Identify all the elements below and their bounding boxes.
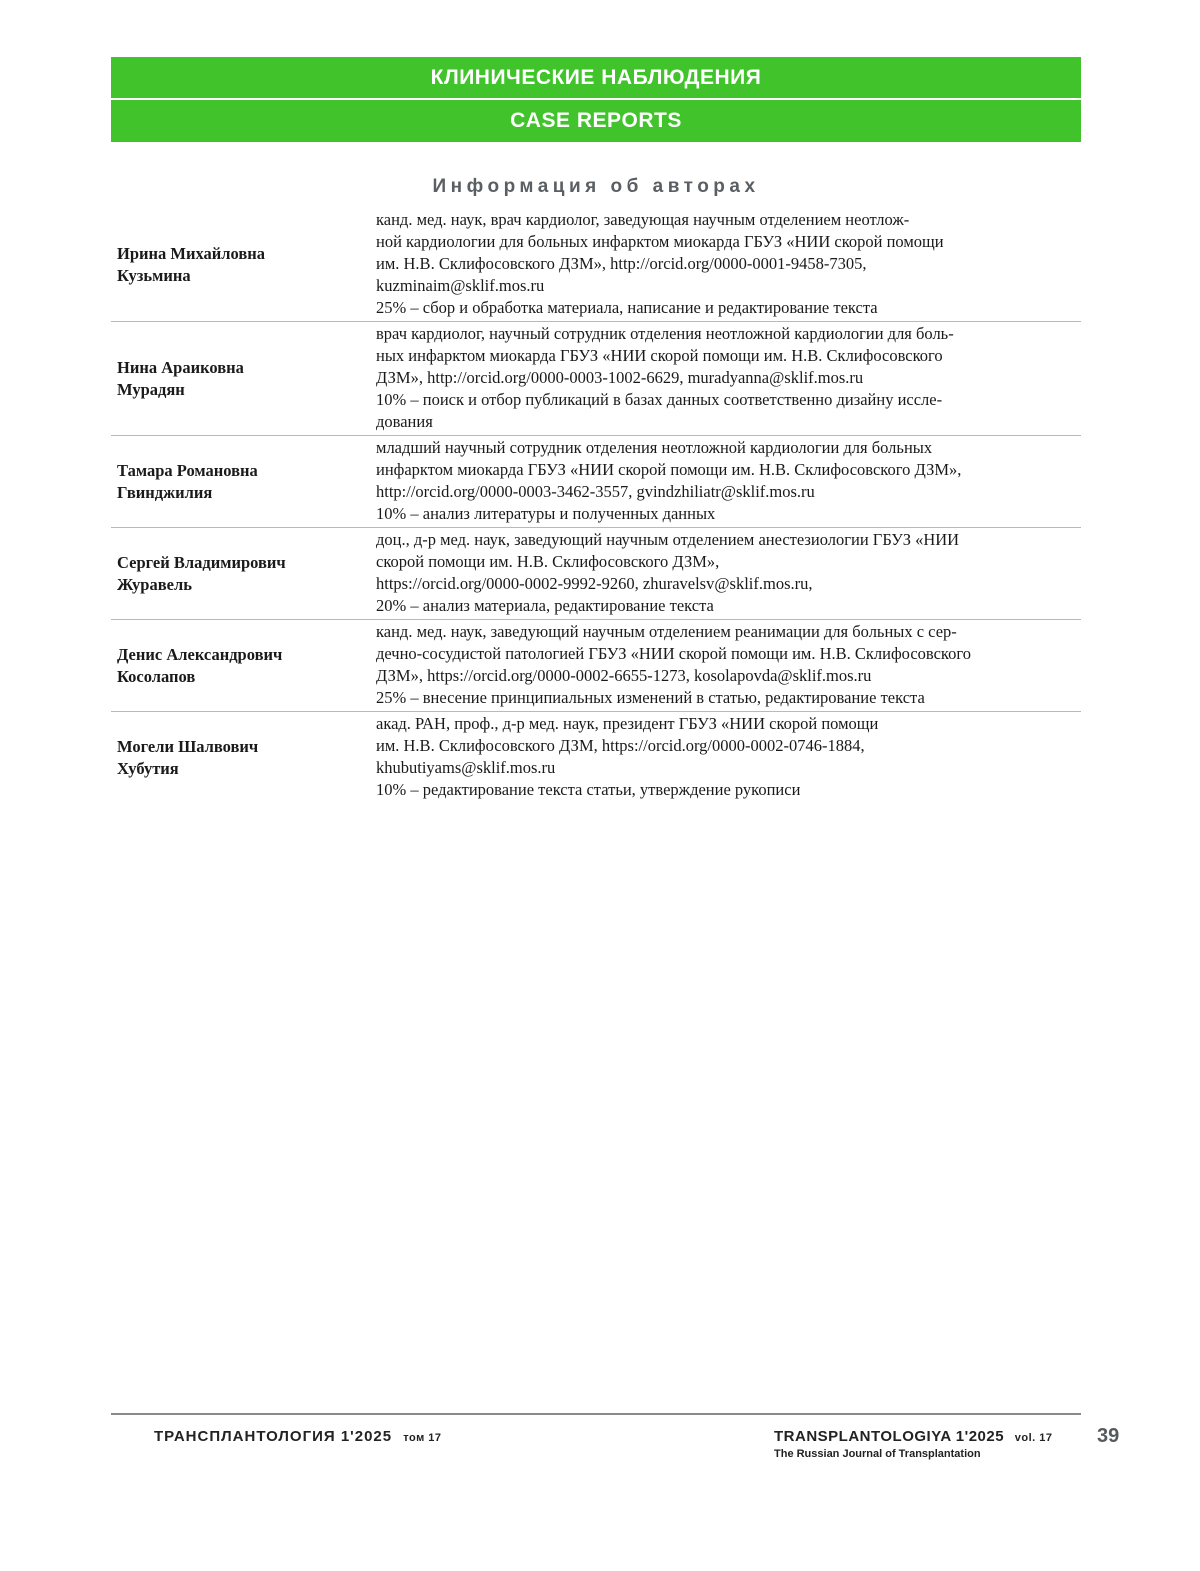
author-info-line: ДЗМ», http://orcid.org/0000-0003-1002-6629, muradyanna@sklif.mos.ru bbox=[376, 368, 864, 387]
author-first-name: Тамара Романовна bbox=[117, 460, 258, 480]
author-info-line: им. Н.В. Склифосовского ДЗМ, https://orcid.org/0000-0002-0746-1884, bbox=[376, 736, 865, 755]
author-row bbox=[111, 712, 1081, 803]
author-row bbox=[111, 528, 1081, 620]
author-info bbox=[376, 528, 1081, 619]
footer-journal-en-year: 2025 bbox=[968, 1428, 1005, 1445]
author-last-name: Косолапов bbox=[117, 666, 196, 686]
footer-journal-en-subtitle: The Russian Journal of Transplantation bbox=[774, 1448, 981, 1460]
author-name bbox=[111, 712, 376, 803]
section-banner-ru: КЛИНИЧЕСКИЕ НАБЛЮДЕНИЯ bbox=[111, 57, 1081, 98]
footer-journal-ru-volume: том 17 bbox=[403, 1432, 442, 1444]
section-banner-en: CASE REPORTS bbox=[111, 100, 1081, 142]
footer-journal-en bbox=[774, 1428, 1053, 1460]
author-name bbox=[111, 208, 376, 321]
author-info-line: младший научный сотрудник отделения неотложной кардиологии для больных bbox=[376, 438, 933, 457]
author-first-name: Нина Араиковна bbox=[117, 357, 244, 377]
footer-journal-ru bbox=[154, 1428, 442, 1445]
author-info-line: ной кардиологии для больных инфарктом миокарда ГБУЗ «НИИ скорой помощи bbox=[376, 232, 944, 251]
author-first-name: Ирина Михайловна bbox=[117, 243, 266, 263]
author-last-name: Журавель bbox=[117, 574, 192, 594]
author-contribution: 25% – сбор и обработка материала, написание и редактирование текста bbox=[376, 298, 878, 317]
author-info-line: скорой помощи им. Н.В. Склифосовского ДЗМ», bbox=[376, 552, 720, 571]
author-last-name: Кузьмина bbox=[117, 265, 191, 285]
authors-table bbox=[111, 208, 1081, 803]
author-info-line: им. Н.В. Склифосовского ДЗМ», http://orcid.org/0000-0001-9458-7305, bbox=[376, 254, 867, 273]
author-name bbox=[111, 322, 376, 435]
page-number: 39 bbox=[1097, 1425, 1120, 1447]
author-info bbox=[376, 208, 1081, 321]
author-name bbox=[111, 528, 376, 619]
author-contribution: 10% – поиск и отбор публикаций в базах данных соответственно дизайну иссле- bbox=[376, 390, 943, 409]
author-info bbox=[376, 620, 1081, 711]
author-row bbox=[111, 620, 1081, 712]
author-contribution: 20% – анализ материала, редактирование текста bbox=[376, 596, 714, 615]
author-last-name: Гвинджилия bbox=[117, 482, 213, 502]
author-info-line: врач кардиолог, научный сотрудник отделения неотложной кардиологии для боль- bbox=[376, 324, 954, 343]
author-last-name: Мурадян bbox=[117, 379, 185, 399]
footer-divider bbox=[111, 1413, 1081, 1415]
footer-journal-ru-title: ТРАНСПЛАНТОЛОГИЯ 1' bbox=[154, 1428, 355, 1445]
author-info-line: ДЗМ», https://orcid.org/0000-0002-6655-1273, kosolapovda@sklif.mos.ru bbox=[376, 666, 872, 685]
author-last-name: Хубутия bbox=[117, 758, 179, 778]
author-row bbox=[111, 208, 1081, 322]
author-info bbox=[376, 436, 1081, 527]
author-info-line: канд. мед. наук, заведующий научным отделением реанимации для больных с сер- bbox=[376, 622, 957, 641]
author-info-line: инфарктом миокарда ГБУЗ «НИИ скорой помощи им. Н.В. Склифосовского ДЗМ», bbox=[376, 460, 962, 479]
author-info-line: kuzminaim@sklif.mos.ru bbox=[376, 276, 545, 295]
author-info-line: ных инфарктом миокарда ГБУЗ «НИИ скорой помощи им. Н.В. Склифосовского bbox=[376, 346, 943, 365]
author-info-line: khubutiyams@sklif.mos.ru bbox=[376, 758, 556, 777]
author-name bbox=[111, 620, 376, 711]
author-info-line: дечно-сосудистой патологией ГБУЗ «НИИ скорой помощи им. Н.В. Склифосовского bbox=[376, 644, 971, 663]
author-info-line: акад. РАН, проф., д-р мед. наук, президент ГБУЗ «НИИ скорой помощи bbox=[376, 714, 879, 733]
author-info bbox=[376, 712, 1081, 803]
authors-info-heading: Информация об авторах bbox=[432, 176, 760, 197]
author-info-line: https://orcid.org/0000-0002-9992-9260, zhuravelsv@sklif.mos.ru, bbox=[376, 574, 813, 593]
author-info-line: канд. мед. наук, врач кардиолог, заведующая научным отделением неотлож- bbox=[376, 210, 910, 229]
author-contribution: дования bbox=[376, 412, 433, 431]
author-contribution: 10% – анализ литературы и полученных данных bbox=[376, 504, 716, 523]
author-first-name: Денис Александрович bbox=[117, 644, 283, 664]
author-row bbox=[111, 322, 1081, 436]
author-first-name: Сергей Владимирович bbox=[117, 552, 286, 572]
footer-journal-en-title: TRANSPLANTOLOGIYA 1' bbox=[774, 1428, 969, 1445]
author-contribution: 10% – редактирование текста статьи, утверждение рукописи bbox=[376, 780, 801, 799]
author-contribution: 25% – внесение принципиальных изменений в статью, редактирование текста bbox=[376, 688, 925, 707]
footer-journal-en-volume: vol. 17 bbox=[1014, 1432, 1053, 1444]
author-info bbox=[376, 322, 1081, 435]
author-info-line: http://orcid.org/0000-0003-3462-3557, gvindzhiliatr@sklif.mos.ru bbox=[376, 482, 815, 501]
author-info-line: доц., д-р мед. наук, заведующий научным отделением анестезиологии ГБУЗ «НИИ bbox=[376, 530, 960, 549]
author-first-name: Могели Шалвович bbox=[117, 736, 259, 756]
footer-journal-ru-year: 2025 bbox=[354, 1428, 393, 1445]
author-name bbox=[111, 436, 376, 527]
author-row bbox=[111, 436, 1081, 528]
